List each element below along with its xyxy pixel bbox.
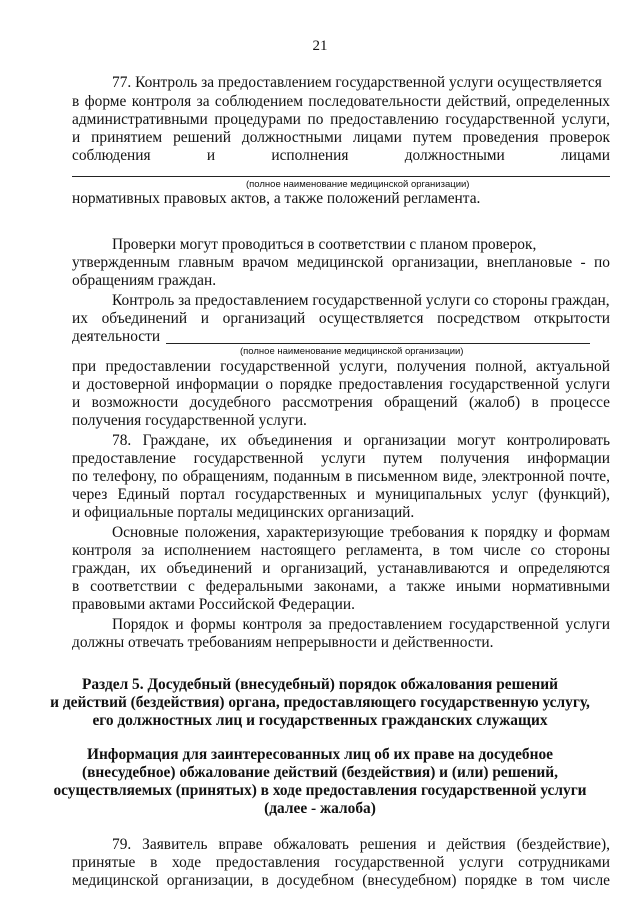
text-line: принятые в ходе предоставления государственной услуги сотрудниками (72, 854, 610, 871)
fill-in-line (72, 176, 610, 177)
text-line: 78. Граждане, их объединения и организации могут контролировать (112, 432, 610, 449)
text-line: медицинской организации, в досудебном (внесудебном) порядке в том числе (72, 872, 610, 889)
subheading-line: (далее - жалоба) (264, 800, 376, 817)
subheading-line: осуществляемых (принятых) в ходе предоставления государственной услуги (53, 782, 587, 799)
text-line: Контроль за предоставлением государственной услуги со стороны граждан, (112, 292, 610, 309)
text-line: при предоставлении государственной услуги, получения полной, актуальной (72, 358, 610, 375)
text-line: утвержденным главным врачом медицинской организации, внеплановые - по (72, 254, 610, 271)
text-line: граждан, их объединений и организаций, устанавливаются и определяются (72, 560, 610, 577)
text-line: их объединений и организаций осуществляется посредством открытости (72, 310, 610, 327)
page-number: 21 (312, 38, 328, 54)
field-caption: (полное наименование медицинской организации) (240, 346, 464, 357)
section-heading-line: и действий (бездействия) органа, предоставляющего государственную услугу, (50, 694, 590, 711)
text-line: и возможности досудебного рассмотрения обращений (жалоб) в процессе (72, 394, 610, 411)
text-line: в соответствии с федеральными законами, а также иными нормативными (72, 578, 610, 595)
section-heading-line: его должностных лиц и государственных гражданских служащих (92, 712, 548, 729)
text-line: Порядок и формы контроля за предоставлением государственной услуги (112, 616, 610, 633)
fill-in-line (166, 343, 590, 344)
text-line: 77. Контроль за предоставлением государственной услуги осуществляется (112, 74, 602, 91)
text-line: получения государственной услуги. (72, 412, 307, 429)
subheading-line: (внесудебное) обжалование действий (бездействия) и (или) решений, (81, 764, 559, 781)
text-line: через Единый портал государственных и муниципальных услуг (функций), (72, 486, 610, 503)
text-line: предоставление государственной услуги путем получения информации (72, 450, 610, 467)
text-line: нормативных правовых актов, а также положений регламента. (72, 190, 481, 207)
text-line: и достоверной информации о порядке предоставления государственной услуги (72, 376, 610, 393)
text-line: и официальные порталы медицинских организаций. (72, 504, 415, 521)
text-line: соблюдения и исполнения должностными лицами (72, 147, 610, 164)
text-line: 79. Заявитель вправе обжаловать решения и действия (бездействие), (112, 836, 610, 853)
field-caption: (полное наименование медицинской организации) (246, 179, 470, 190)
text-line: в форме контроля за соблюдением последовательности действий, определенных (72, 93, 610, 110)
text-line: правовыми актами Российской Федерации. (72, 596, 355, 613)
text-line: по телефону, по обращениям, поданным в письменном виде, электронной почте, (72, 468, 610, 485)
section-heading-line: Раздел 5. Досудебный (внесудебный) порядок обжалования решений (81, 676, 559, 693)
text-line: контроля за исполнением настоящего регламента, в том числе со стороны (72, 542, 610, 559)
text-line: и принятием решений должностными лицами путем проведения проверок (72, 129, 610, 146)
text-line: Проверки могут проводиться в соответствии с планом проверок, (112, 236, 537, 253)
text-line: должны отвечать требованиям непрерывности и действенности. (72, 634, 494, 651)
text-line: Основные положения, характеризующие требования к порядку и формам (112, 524, 610, 541)
subheading-line: Информация для заинтересованных лиц об их праве на досудебное (86, 746, 554, 763)
text-line: обращениям граждан. (72, 272, 217, 289)
text-line: административными процедурами по предоставлению государственной услуги, (72, 111, 610, 128)
text-line: деятельности (72, 328, 161, 345)
